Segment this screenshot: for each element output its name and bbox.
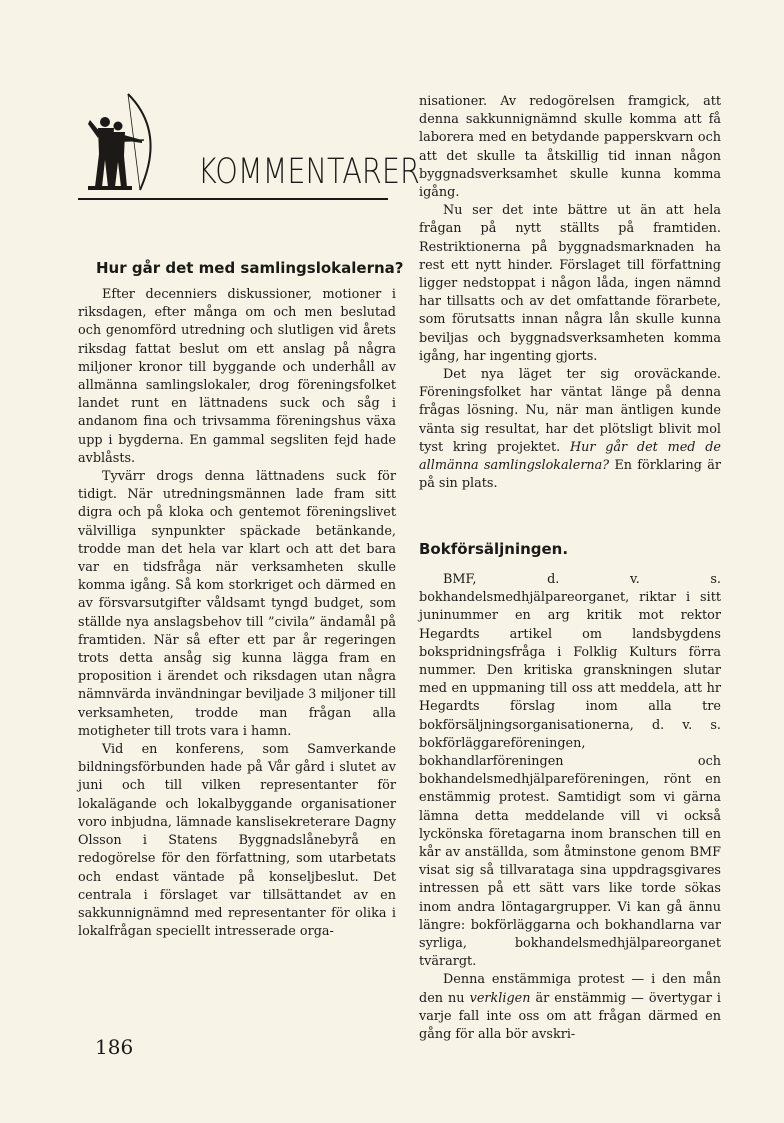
paragraph [419,366,721,493]
paragraph: Nu ser det inte bättre ut än att hela frågan på nytt ställts på framtiden. Restriktionerna på byggnadsmarknaden ha rest ett nytt hinder. Förslaget till författning ligger nedstoppat i någon låda, ingen nämnd har tillsatts och av det omfattande förarbete, som förutsatts innan några lån skulle kunna beviljas och byggnadsverksamheten komma igång, har ingenting gjorts. [419,203,721,364]
left-column [78,70,420,940]
paragraph-text: är enstämmig — övertygar i varje fall inte oss om att frågan därmed en gång för alla bör avskri- [419,990,721,1043]
archer-icon [88,92,158,192]
section-title: KOMMENTARER [198,152,420,192]
paragraph: nisationer. Av redogörelsen framgick, att denna sakkunnignämnd skulle komma att få laborera med en betydande papperskvarn och att det skulle ta åtskillig tid innan någon byggnadsverksamhet skulle kunna komma igång. [419,94,721,201]
paragraph-text: Denna enstämmiga protest — i den mån den nu [419,972,721,1006]
section-heading-samlingslokaler: Hur går det med samlingslokalerna? [96,259,404,277]
paragraph [419,971,721,1044]
section2-body [419,571,721,1044]
italic-question: Hur går det med de allmänna samlingslokalerna? [419,439,721,474]
header [78,70,420,235]
paragraph: Tyvärr drogs denna lättnadens suck för tidigt. När utredningsmännen lade fram sitt digra och på kloka och gentemot föreningslivet välvilliga synpunkter späckade betänkande, trodde man det hela var klart och att det bara var en tidsfråga när verksamheten skulle komma igång. Så kom storkriget och därmed en av försvarsutgifter våldsamt tyngd budget, som ställde nya anslagsbehov till ”civila” ändamål på framtiden. När så efter ett par år regeringen trots detta ansåg sig kunna lägga fram en proposition i ärendet och riksdagen utan några nämnvärda invändningar beviljade 3 miljoner till verksamheten, trodde man frågan alla motigheter till trots vara i hamn. [78,469,396,739]
paragraph: Efter decenniers diskussioner, motioner i riksdagen, efter många om och men beslutad och genomförd utredning och slutligen vid årets riksdag fattat beslut om ett anslag på några miljoner kronor till byggande och underhåll av allmänna samlingslokaler, drog föreningsfolket landet runt en lättnadens suck och såg i andanom fina och trivsamma föreningshus växa upp i bygderna. En gammal segsliten fejd hade avblåsts. [78,287,396,466]
section1-body [78,286,396,941]
paragraph: BMF, d. v. s. bokhandelsmedhjälpareorganet, riktar i sitt juninummer en arg kritik mot rektor Hegardts artikel om landsbygdens bokspridningsfråga i Folklig Kulturs förra nummer. Den kritiska granskningen slutar med en uppmaning till oss att meddela, att hr Hegardts förslag inom alla tre bokförsäljningsorganisationerna, d. v. s. bokförläggareföreningen, bokhandlarföreningen och bokhandelsmedhjälpareföreningen, rönt en enstämmig protest. Samtidigt som vi gärna lämna detta meddelande vill vi också lyckönska företagarna inom branschen till en kår av anställda, som åtminstone genom BMF visat sig så tillvaratagа sina uppdragsgivares intressen på ett sätt vars like torde sökas inom andra löntagargrupper. Vi kan gå ännu längre: bokförläggarna och bokhandlarna var syrliga, bokhandelsmedhjälpareorganet tvärargt. [419,572,721,970]
section-heading-bokforsaljningen: Bokförsäljningen. [419,540,569,558]
section1-continuation [419,93,721,493]
paragraph-text: Det nya läget ter sig oroväckande. Föreningsfolket har väntat länge på denna frågas lösning. Nu, när man äntligen kunde vänta sig resultat, har det plötsligt blivit mol tyst kring projektet. [419,367,721,455]
page-number: 186 [95,1035,134,1059]
header-rule [78,198,388,200]
closing-text: En förklaring är på sin plats. [419,458,721,492]
italic-word: verkligen [469,990,531,1006]
paragraph: Vid en konferens, som Samverkande bildningsförbunden hade på Vår gård i slutet av juni och till vilken representanter för lokalägande och lokalbyggande organisationer voro inbjudna, lämnade kanslisekreterare Dagny Olsson i Statens Byggnadslånebyrå en redogörelse för den författning, som utarbetats och endast väntade på konseljbeslut. Det centrala i förslaget var tillsättandet av en sakkunnignämnd med representanter för olika i lokalfrågan speciellt intresserade orga- [78,742,396,940]
